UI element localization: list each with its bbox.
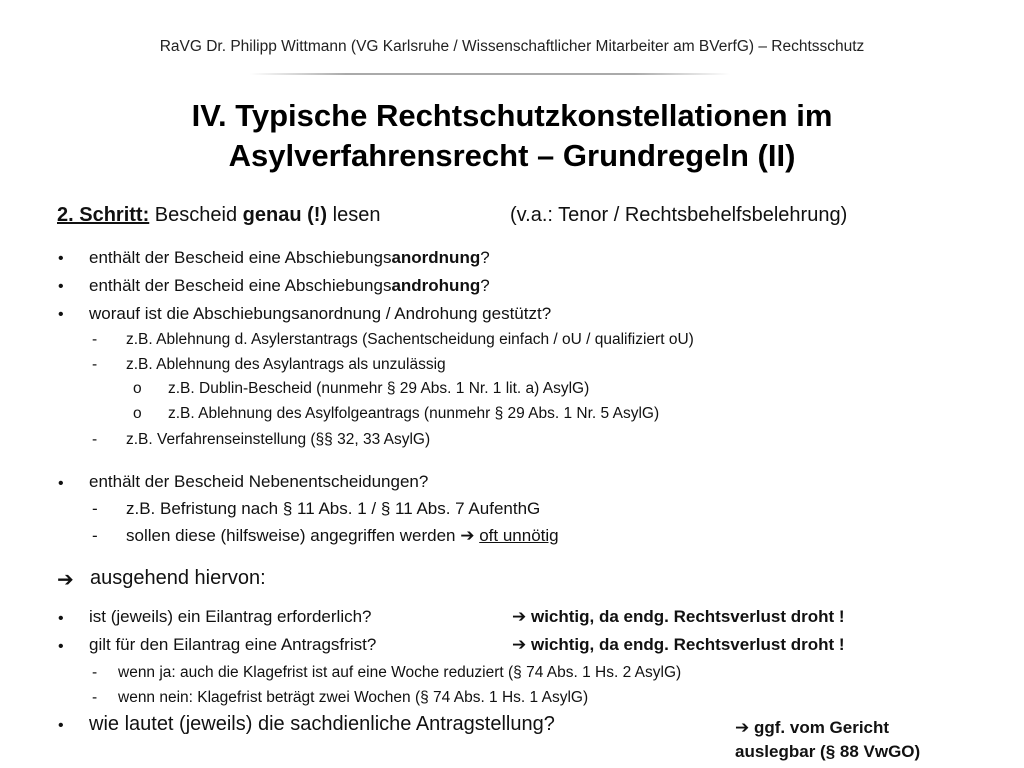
list-item: ist (jeweils) ein Eilantrag erforderlich? (89, 607, 372, 626)
sub-sub-item: z.B. Ablehnung des Asylfolgeantrags (nunmehr § 29 Abs. 1 Nr. 5 AsylG) (168, 405, 660, 422)
step-emphasis: genau (!) (242, 204, 328, 226)
bullet-icon: • (58, 610, 64, 627)
title-line-2: Asylverfahrensrecht – Grundregeln (II) (228, 138, 796, 173)
slide-header: RaVG Dr. Philipp Wittmann (VG Karlsruhe / Wissenschaftlicher Mitarbeiter am BVerfG) – Rechtsschutz (159, 38, 865, 55)
dash-icon: - (92, 431, 98, 448)
bullet-icon: • (58, 250, 64, 267)
oft-unnoetig-text: oft unnötig (479, 526, 559, 545)
header-divider (250, 73, 730, 75)
circle-bullet-icon: o (133, 380, 142, 397)
warning-note: ➔ wichtig, da endg. Rechtsverlust droht ! (512, 635, 845, 654)
arrow-right-icon: ➔ (512, 607, 527, 626)
dash-icon: - (92, 689, 98, 706)
court-note: ➔ ggf. vom Gericht auslegbar (§ 88 VwGO) (735, 718, 921, 761)
sub-item: wenn nein: Klagefrist beträgt zwei Wochen (§ 74 Abs. 1 Hs. 1 AsylG) (118, 689, 589, 706)
arrow-right-icon: ➔ (460, 526, 475, 545)
arrow-right-icon: ➔ (735, 718, 750, 737)
list-item: gilt für den Eilantrag eine Antragsfrist? (89, 635, 377, 654)
list-item: wie lautet (jeweils) die sachdienliche Antragstellung? (89, 713, 555, 735)
list-item: enthält der Bescheid eine Abschiebungsandrohung? (89, 276, 490, 295)
dash-icon: - (92, 356, 98, 373)
dash-icon: - (92, 331, 98, 348)
sub-sub-item: z.B. Dublin-Bescheid (nunmehr § 29 Abs. 1 Nr. 1 lit. a) AsylG) (168, 380, 590, 397)
bullet-icon: • (58, 717, 64, 734)
sub-item: wenn ja: auch die Klagefrist ist auf eine Woche reduziert (§ 74 Abs. 1 Hs. 2 AsylG) (118, 664, 682, 681)
sub-item: z.B. Ablehnung d. Asylerstantrags (Sachentscheidung einfach / oU / qualifiziert oU) (126, 331, 694, 348)
dash-icon: - (92, 664, 98, 681)
section-heading: ausgehend hiervon: (90, 567, 266, 589)
bullet-icon: • (58, 278, 64, 295)
list-item: worauf ist die Abschiebungsanordnung / Androhung gestützt? (89, 304, 552, 323)
dash-icon: - (92, 499, 98, 518)
bullet-icon: • (58, 638, 64, 655)
list-item: enthält der Bescheid eine Abschiebungsanordnung? (89, 248, 490, 267)
title-line-1: IV. Typische Rechtschutzkonstellationen im (191, 98, 833, 133)
slide-title (0, 96, 1024, 176)
arrow-right-icon: ➔ (512, 635, 527, 654)
step-note: (v.a.: Tenor / Rechtsbehelfsbelehrung) (510, 204, 848, 226)
bullet-icon: • (58, 306, 64, 323)
sub-item: z.B. Verfahrenseinstellung (§§ 32, 33 AsylG) (126, 431, 431, 448)
sub-item: sollen diese (hilfsweise) angegriffen werden ➔ oft unnötig (126, 526, 559, 545)
bullet-icon: • (58, 475, 64, 492)
list-item: enthält der Bescheid Nebenentscheidungen? (89, 472, 429, 491)
warning-note: ➔ wichtig, da endg. Rechtsverlust droht ! (512, 607, 845, 626)
arrow-right-icon: ➔ (57, 569, 74, 591)
dash-icon: - (92, 526, 98, 545)
sub-item: z.B. Befristung nach § 11 Abs. 1 / § 11 Abs. 7 AufenthG (126, 499, 541, 518)
circle-bullet-icon: o (133, 405, 142, 422)
step-heading: 2. Schritt: Bescheid genau (!) lesen (57, 204, 381, 226)
step-label: 2. Schritt: (57, 204, 150, 226)
sub-item: z.B. Ablehnung des Asylantrags als unzulässig (126, 356, 446, 373)
